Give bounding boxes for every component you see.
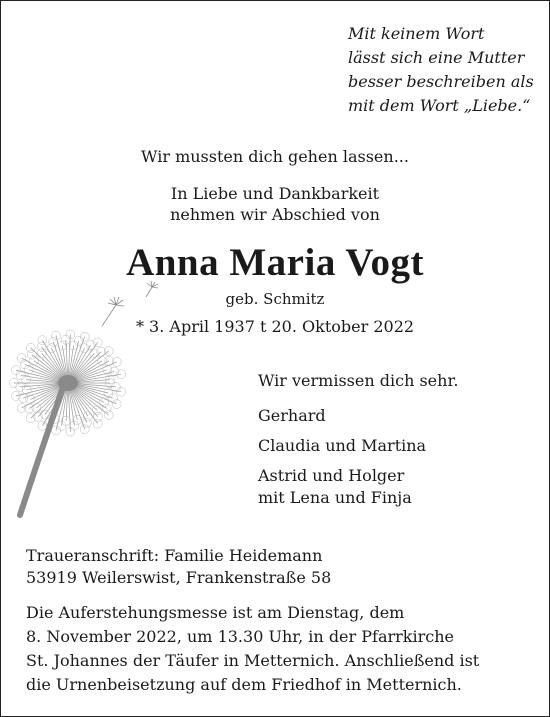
intro-line: Wir mussten dich gehen lassen... (141, 147, 409, 166)
intro-line: In Liebe und Dankbarkeit (170, 184, 380, 203)
mourners-message: Wir vermissen dich sehr. (258, 371, 459, 390)
mourner-name: Gerhard (258, 406, 326, 425)
service-line: Die Auferstehungsmesse ist am Dienstag, dem (26, 603, 405, 622)
life-dates: * 3. April 1937 t 20. Oktober 2022 (135, 317, 415, 336)
service-line: die Urnenbeisetzung auf dem Friedhof in Metternich. (26, 675, 462, 694)
quote-line: besser beschreiben als (348, 72, 534, 91)
address-line: 53919 Weilerswist, Frankenstraße 58 (26, 568, 332, 587)
mourner-name: Claudia und Martina (258, 436, 427, 455)
mourner-name: Astrid und Holger (258, 466, 405, 485)
address-line: Traueranschrift: Familie Heidemann (26, 546, 323, 565)
mourner-name: mit Lena und Finja (258, 488, 412, 507)
quote-line: Mit keinem Wort (348, 24, 485, 43)
service-line: St. Johannes der Täufer in Metternich. Anschließend ist (26, 651, 480, 670)
deceased-name: Anna Maria Vogt (126, 241, 424, 284)
birth-name: geb. Schmitz (225, 290, 325, 308)
intro-line: nehmen wir Abschied von (170, 205, 380, 224)
quote-line: mit dem Wort „Liebe.“ (348, 96, 531, 115)
service-line: 8. November 2022, um 13.30 Uhr, in der Pfarrkirche (26, 627, 454, 646)
quote-line: lässt sich eine Mutter (348, 48, 525, 67)
quote-block (348, 22, 544, 118)
